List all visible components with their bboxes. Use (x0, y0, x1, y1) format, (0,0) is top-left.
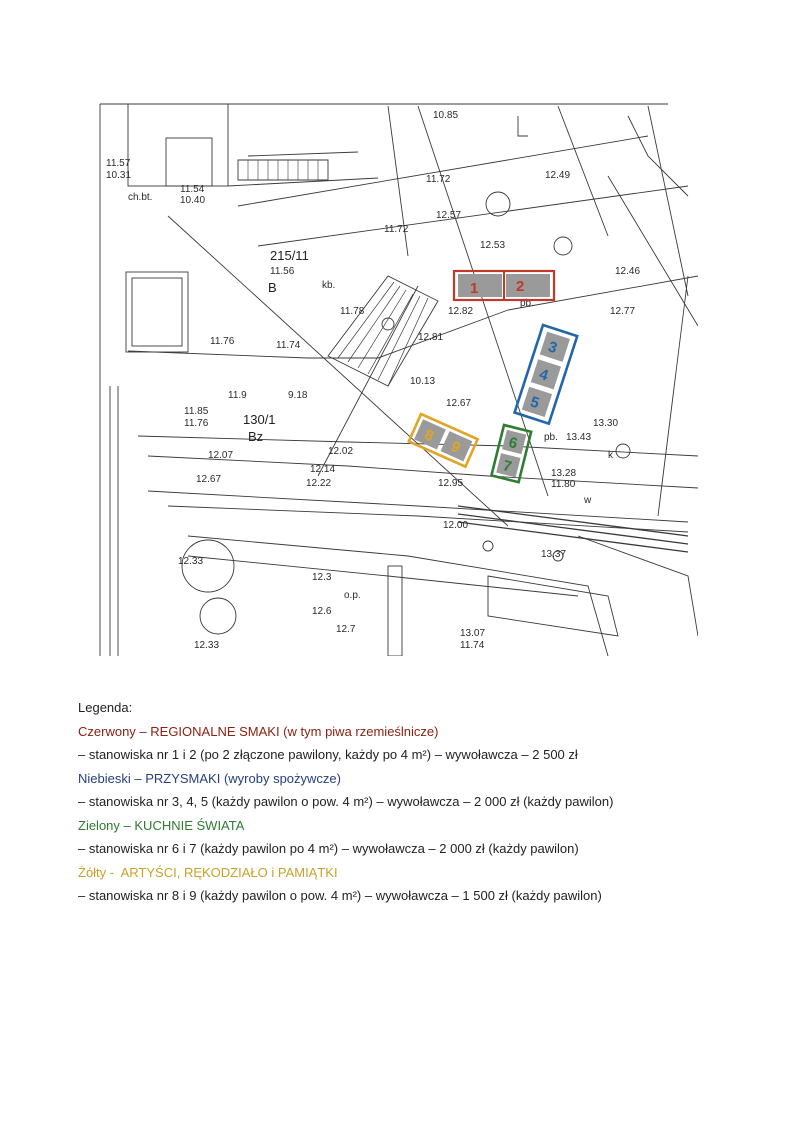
elevation-label: 12.7 (336, 624, 356, 635)
elevation-label: 13.07 (460, 628, 486, 639)
stall-number: 9 (448, 437, 463, 457)
elevation-label: 12.6 (312, 606, 332, 617)
elevation-label: 12.07 (208, 450, 234, 461)
legend-group-red (78, 720, 718, 744)
stall-number: 1 (470, 280, 479, 297)
stall-number: 3 (546, 338, 560, 357)
elevation-label: 11.74 (460, 640, 485, 651)
elevation-label: 12.14 (310, 464, 336, 475)
parcel-number: 215/11 (270, 248, 309, 263)
legend-separator: – (135, 723, 151, 739)
parcel-code: Bz (248, 429, 264, 444)
elevation-label: 12.33 (194, 640, 220, 651)
legend-group-blue (78, 767, 718, 791)
stall-number: 4 (537, 365, 551, 385)
site-map (88, 96, 698, 656)
legend-separator: – (130, 770, 146, 786)
elevation-label: 11.76 (210, 336, 235, 347)
elevation-label: 12.67 (196, 474, 222, 485)
map-abbreviation: pb. (520, 298, 534, 309)
stall-2 (506, 274, 550, 297)
elevation-label: 12.00 (443, 520, 469, 531)
elevation-label: 11.74 (276, 340, 301, 351)
elevation-label: 12.46 (615, 266, 641, 277)
elevation-label: 11.76 (184, 418, 209, 429)
elevation-label: 11.80 (551, 479, 576, 490)
stall-number: 7 (501, 457, 514, 476)
elevation-label: 13.43 (566, 432, 592, 443)
legend-group-yellow (78, 861, 718, 885)
parcel-elevation: 11.56 (270, 266, 295, 277)
legend-separator: - (106, 864, 121, 880)
elevation-label: 11.72 (384, 224, 409, 235)
map-abbreviation: pb. (544, 432, 558, 443)
legend-color-name: Czerwony (78, 723, 136, 739)
elevation-label: 11.85 (184, 406, 209, 417)
legend-separator: – (119, 817, 135, 833)
elevation-label: 11.72 (426, 174, 451, 185)
legend-group-green (78, 814, 718, 838)
elevation-label: 12.3 (312, 572, 332, 583)
elevation-label: 12.02 (328, 446, 354, 457)
elevation-label: 11.78 (340, 306, 365, 317)
elevation-label: 10.40 (180, 195, 206, 206)
elevation-label: 11.57 (106, 158, 131, 169)
legend-category: REGIONALNE SMAKI (w tym piwa rzemieślnicze) (150, 723, 439, 739)
elevation-label: 12.53 (480, 240, 506, 251)
elevation-label: 12.33 (178, 556, 204, 567)
elevation-label: 11.9 (228, 390, 247, 401)
map-abbreviation: w (584, 495, 592, 506)
legend-description: – stanowiska nr 3, 4, 5 (każdy pawilon o pow. 4 m²) – wywoławcza – 2 000 zł (każdy pawilon) (78, 794, 614, 809)
elevation-label: 13.30 (593, 418, 619, 429)
elevation-label: 12.22 (306, 478, 332, 489)
map-abbreviation: k (608, 450, 613, 461)
elevation-label: 13.37 (541, 549, 567, 560)
legend-color-name: Niebieski (78, 770, 131, 786)
elevation-label: 12.67 (446, 398, 472, 409)
stall-1 (458, 274, 502, 297)
elevation-label: 10.85 (433, 110, 459, 121)
elevation-label: 12.49 (545, 170, 571, 181)
legend-category: KUCHNIE ŚWIATA (134, 817, 245, 833)
elevation-label: 12.82 (448, 306, 474, 317)
legend-category: ARTYŚCI, RĘKODZIAŁO i PAMIĄTKI (120, 864, 338, 880)
parcel-number: 130/1 (243, 412, 276, 427)
legend-color-name: Żółty (78, 864, 107, 880)
stall-number: 8 (421, 426, 437, 446)
legend-color-name: Zielony (78, 817, 120, 833)
elevation-label: 10.13 (410, 376, 436, 387)
legend-title: Legenda: (78, 700, 133, 715)
legend-description: – stanowiska nr 6 i 7 (każdy pawilon po 4 m²) – wywoławcza – 2 000 zł (każdy pawilon) (78, 841, 579, 856)
stall-number: 6 (506, 433, 520, 453)
elevation-label: 10.31 (106, 170, 132, 181)
stall-number: 2 (516, 278, 525, 295)
stall-group-red (454, 271, 554, 300)
elevation-label: 12.95 (438, 478, 464, 489)
legend-description: – stanowiska nr 1 i 2 (po 2 złączone pawilony, każdy po 4 m²) – wywoławcza – 2 500 zł (78, 747, 578, 762)
map-abbreviation: o.p. (344, 590, 361, 601)
parcel-code: B (268, 280, 277, 295)
elevation-label: 12.77 (610, 306, 636, 317)
elevation-label: 12.57 (436, 210, 462, 221)
elevation-label: 12.81 (418, 332, 444, 343)
stall-number: 5 (528, 393, 542, 413)
map-abbreviation: kb. (322, 280, 336, 291)
map-abbreviation: ch.bt. (128, 192, 153, 203)
elevation-label: 9.18 (288, 390, 308, 401)
elevation-label: 11.54 (180, 184, 205, 195)
legend (78, 696, 718, 908)
legend-category: PRZYSMAKI (wyroby spożywcze) (145, 770, 341, 786)
elevation-label: 13.28 (551, 468, 577, 479)
legend-description: – stanowiska nr 8 i 9 (każdy pawilon o pow. 4 m²) – wywoławcza – 1 500 zł (każdy pawilon) (78, 888, 602, 903)
